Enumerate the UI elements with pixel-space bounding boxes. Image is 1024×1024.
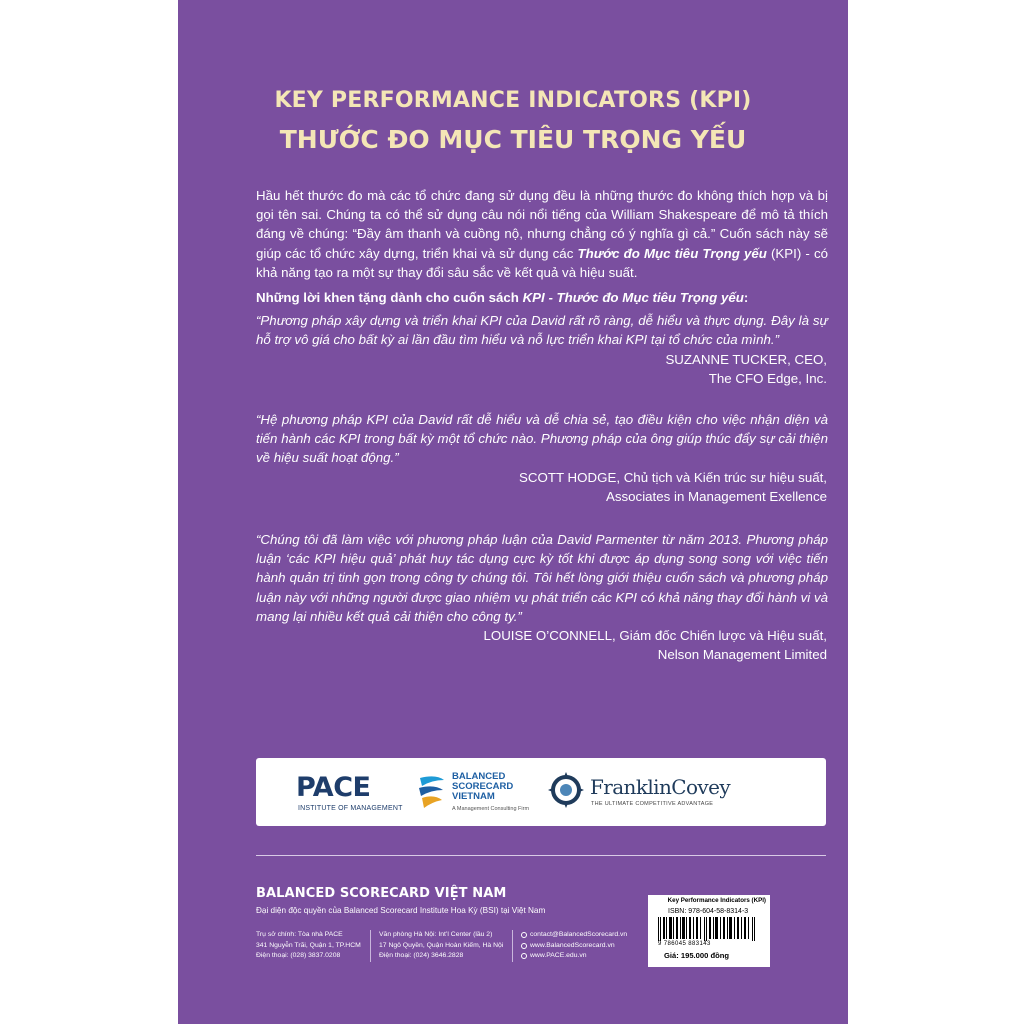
publisher-tagline: Đại diện độc quyền của Balanced Scorecard Institute Hoa Kỳ (BSI) tại Việt Nam	[256, 906, 546, 915]
quote-3-author: LOUISE O’CONNELL, Giám đốc Chiến lược và Hiệu suất,	[483, 628, 827, 644]
headquarters-info	[256, 930, 366, 962]
hanoi-line: Điện thoại: (024) 3646.2828	[379, 952, 464, 959]
praise-heading-emphasis: KPI - Thước đo Mục tiêu Trọng yếu	[522, 290, 744, 306]
cover-body	[256, 186, 828, 664]
intro-text-before: Hầu hết thước đo mà các tổ chức đang sử dụng đều là những thước đo không thích hợp và bị gọi tên sai. Chúng ta có thể sử dụng câu nói nổi tiếng của William Shakespeare để mô tả thích đáng về chúng: “Đầy âm thanh và cuồng nộ, nhưng chẳng có ý nghĩa gì cả.” Cuốn sách này sẽ giúp các tổ chức xây dựng, triển khai và sử dụng các	[256, 188, 828, 261]
book-price: Giá: 195.000 đồng	[664, 951, 729, 960]
bsv-line-2: SCORECARD	[452, 781, 514, 792]
intro-paragraph	[256, 186, 828, 282]
contact-website-bsc-text: www.BalancedScorecard.vn	[530, 941, 615, 949]
quote-1-author: SUZANNE TUCKER, CEO,	[665, 351, 827, 367]
bsv-subtitle: A Management Consulting Firm	[452, 806, 530, 812]
franklincovey-logo	[548, 758, 768, 826]
hq-line: Điện thoại: (028) 3837.0208	[256, 952, 341, 959]
barcode-icon	[656, 917, 760, 941]
pace-wordmark: PACE	[296, 772, 371, 803]
quote-2-author: SCOTT HODGE, Chủ tịch và Kiến trúc sư hiệu suất,	[519, 469, 827, 485]
barcode-digits: 9 786045 883143	[658, 941, 711, 947]
intro-text-after: (KPI) - có khả năng tạo ra một sự thay đổi sâu sắc về kết quả và hiệu suất.	[256, 245, 828, 280]
quote-3: “Chúng tôi đã làm việc với phương pháp luận của David Parmenter từ năm 2013. Phương pháp luận ‘các KPI hiệu quả’ phát huy tác dụng cực kỳ tốt khi được áp dụng song song với việc tiến hành quản trị tinh gọn trong công ty chúng tôi. Tôi hết lòng giới thiệu cuốn sách và phương pháp luận này với những người được giao nhiệm vụ phát triển các KPI có khả năng thay đổi hành vi và mang lại nhiều kết quả cải thiện cho công ty.”	[256, 532, 828, 624]
franklincovey-subtitle: THE ULTIMATE COMPETITIVE ADVANTAGE	[591, 801, 714, 807]
quote-2-org: Associates in Management Exellence	[606, 488, 827, 504]
contact-info	[512, 930, 641, 962]
contact-email	[521, 930, 641, 941]
spacer	[256, 388, 828, 406]
franklincovey-compass-icon	[548, 770, 584, 810]
pace-subtitle: INSTITUTE OF MANAGEMENT	[298, 805, 403, 812]
bsv-line-3: VIETNAM	[452, 791, 495, 802]
cover-title	[178, 86, 848, 158]
partner-logos	[256, 758, 826, 826]
quote-3-org: Nelson Management Limited	[657, 647, 827, 663]
globe-icon	[521, 953, 527, 959]
praise-heading	[256, 288, 828, 307]
balanced-scorecard-vietnam-logo	[416, 758, 546, 826]
email-icon	[521, 932, 527, 938]
contact-website-pace-text: www.PACE.edu.vn	[530, 952, 587, 959]
contact-website-pace	[521, 951, 641, 962]
title-line-2: THƯỚC ĐO MỤC TIÊU TRỌNG YẾU	[279, 125, 747, 154]
title-line-1: KEY PERFORMANCE INDICATORS (KPI)	[274, 88, 752, 113]
spacer	[256, 506, 828, 526]
pace-logo	[296, 758, 406, 826]
globe-icon	[521, 943, 527, 949]
praise-heading-after: :	[743, 290, 749, 306]
book-back-cover	[178, 0, 848, 1024]
contact-website-bsc	[521, 941, 641, 952]
franklincovey-wordmark: FranklinCovey	[590, 775, 731, 799]
isbn-number: ISBN: 978-604-58-8314-3	[668, 908, 749, 915]
hq-line: Trụ sở chính: Tòa nhà PACE	[256, 931, 343, 938]
bsv-wordmark	[452, 772, 513, 802]
hanoi-line: 17 Ngô Quyền, Quận Hoàn Kiếm, Hà Nội	[379, 941, 504, 949]
hanoi-line: Văn phòng Hà Nội: Int’l Center (lầu 2)	[379, 931, 493, 938]
hq-line: 341 Nguyễn Trãi, Quận 1, TP.HCM	[256, 941, 361, 949]
isbn-barcode-box	[648, 895, 770, 967]
praise-heading-before: Những lời khen tặng dành cho cuốn sách	[256, 290, 523, 306]
bsv-swoosh-icon	[416, 772, 448, 812]
contact-email-text: contact@BalancedScorecard.vn	[530, 931, 628, 938]
bsv-line-1: BALANCED	[452, 771, 506, 782]
hanoi-office-info	[370, 930, 519, 962]
publisher-name: BALANCED SCORECARD VIỆT NAM	[256, 886, 507, 901]
quote-2: “Hệ phương pháp KPI của David rất dễ hiểu và dễ chia sẻ, tạo điều kiện cho việc nhận diện và tiến hành các KPI trong bất kỳ một tổ chức nào. Phương pháp của ông giúp thúc đẩy sự cải thiện về hiệu suất hoạt động.”	[256, 412, 828, 466]
footer-divider	[256, 855, 826, 856]
quote-1-org: The CFO Edge, Inc.	[708, 370, 827, 386]
isbn-book-title: Key Performance Indicators (KPI)	[667, 897, 766, 904]
quote-1: “Phương pháp xây dựng và triển khai KPI của David rất rõ ràng, dễ hiểu và thực dụng. Đây là sự hỗ trợ vô giá cho bất kỳ ai lần đầu tìm hiểu và nỗ lực triển khai KPI tại tổ chức của mình.”	[256, 313, 828, 348]
intro-emphasis: Thước đo Mục tiêu Trọng yếu	[577, 245, 767, 261]
